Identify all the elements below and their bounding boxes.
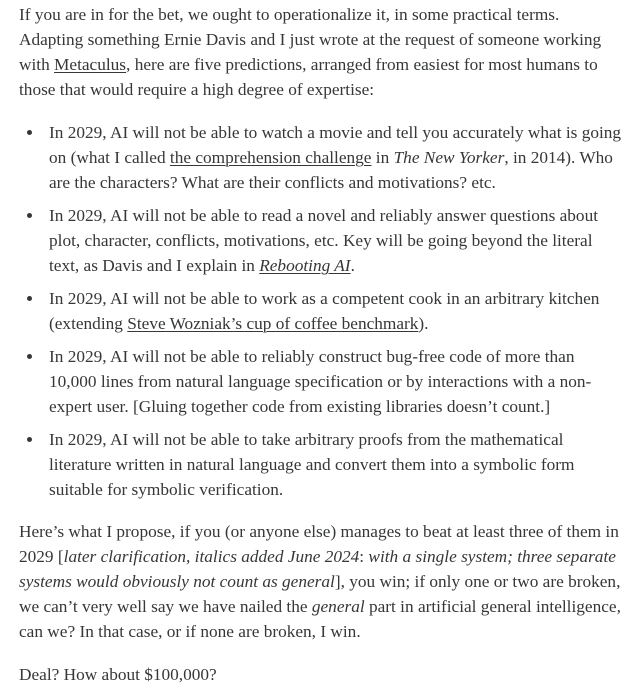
prediction-text: In 2029, AI will not be able to watch a movie and tell you accurately what is going on (what I called	[49, 123, 622, 167]
book-title: Rebooting AI	[259, 256, 351, 275]
prediction-text: In 2029, AI will not be able to take arbitrary proofs from the mathematical literature written in natural language and convert them into a symbolic form suitable for symbolic verification.	[49, 430, 575, 499]
proposal-text: :	[359, 547, 369, 566]
comprehension-challenge-link[interactable]: the comprehension challenge	[169, 148, 372, 167]
rebooting-ai-link[interactable]	[259, 256, 350, 275]
prediction-item-movie	[49, 120, 626, 195]
proposal-paragraph	[19, 519, 626, 644]
prediction-item-cook	[49, 286, 626, 336]
predictions-list	[19, 120, 626, 502]
closing-paragraph: Deal? How about $100,000?	[19, 665, 217, 684]
prediction-item-code	[49, 344, 626, 419]
prediction-item-proofs	[49, 427, 626, 502]
metaculus-link[interactable]: Metaculus	[54, 55, 127, 74]
intro-text: If you are in for the bet, we ought to operationalize it, in some practical terms. Adapting something Ernie Davis and I just wrote at the request of someone working with	[19, 5, 602, 74]
clarification-note: later clarification, italics added June 2024	[63, 547, 360, 566]
prediction-item-novel	[49, 203, 626, 278]
coffee-benchmark-link[interactable]: Steve Wozniak’s cup of coffee benchmark	[127, 314, 419, 333]
proposal-text: part in artificial general intelligence, can we? In that case, or if none are broken, I win.	[19, 597, 621, 641]
intro-text-end: , here are five predictions, arranged from easiest for most humans to those that would require a high degree of expertise:	[19, 55, 598, 99]
prediction-text: in	[371, 148, 394, 167]
prediction-text: , in 2014). Who are the characters? What are their conflicts and motivations? etc.	[49, 148, 613, 192]
prediction-text: In 2029, AI will not be able to reliably construct bug-free code of more than 10,000 lines from natural language specification or by interactions with a non-expert user. [Gluing together code from existing libraries doesn’t count.]	[49, 347, 592, 416]
publication-title: The New Yorker	[393, 148, 505, 167]
proposal-text: ], you win; if only one or two are broken, we can’t very well say we have nailed the	[19, 572, 621, 616]
prediction-text: In 2029, AI will not be able to read a novel and reliably answer questions about plot, character, conflicts, motivations, etc. Key will be going beyond the literal text, as Davis and I explain in	[49, 206, 599, 275]
prediction-text: .	[350, 256, 355, 275]
clarification-text: with a single system; three separate systems would obviously not count as general	[19, 547, 616, 591]
prediction-text: ).	[418, 314, 429, 333]
proposal-text: Here’s what I propose, if you (or anyone else) manages to beat at least three of them in 2029 [	[19, 522, 619, 566]
emphasis-general: general	[311, 597, 365, 616]
intro-paragraph	[19, 2, 626, 102]
prediction-text: In 2029, AI will not be able to work as a competent cook in an arbitrary kitchen (extending	[49, 289, 600, 333]
